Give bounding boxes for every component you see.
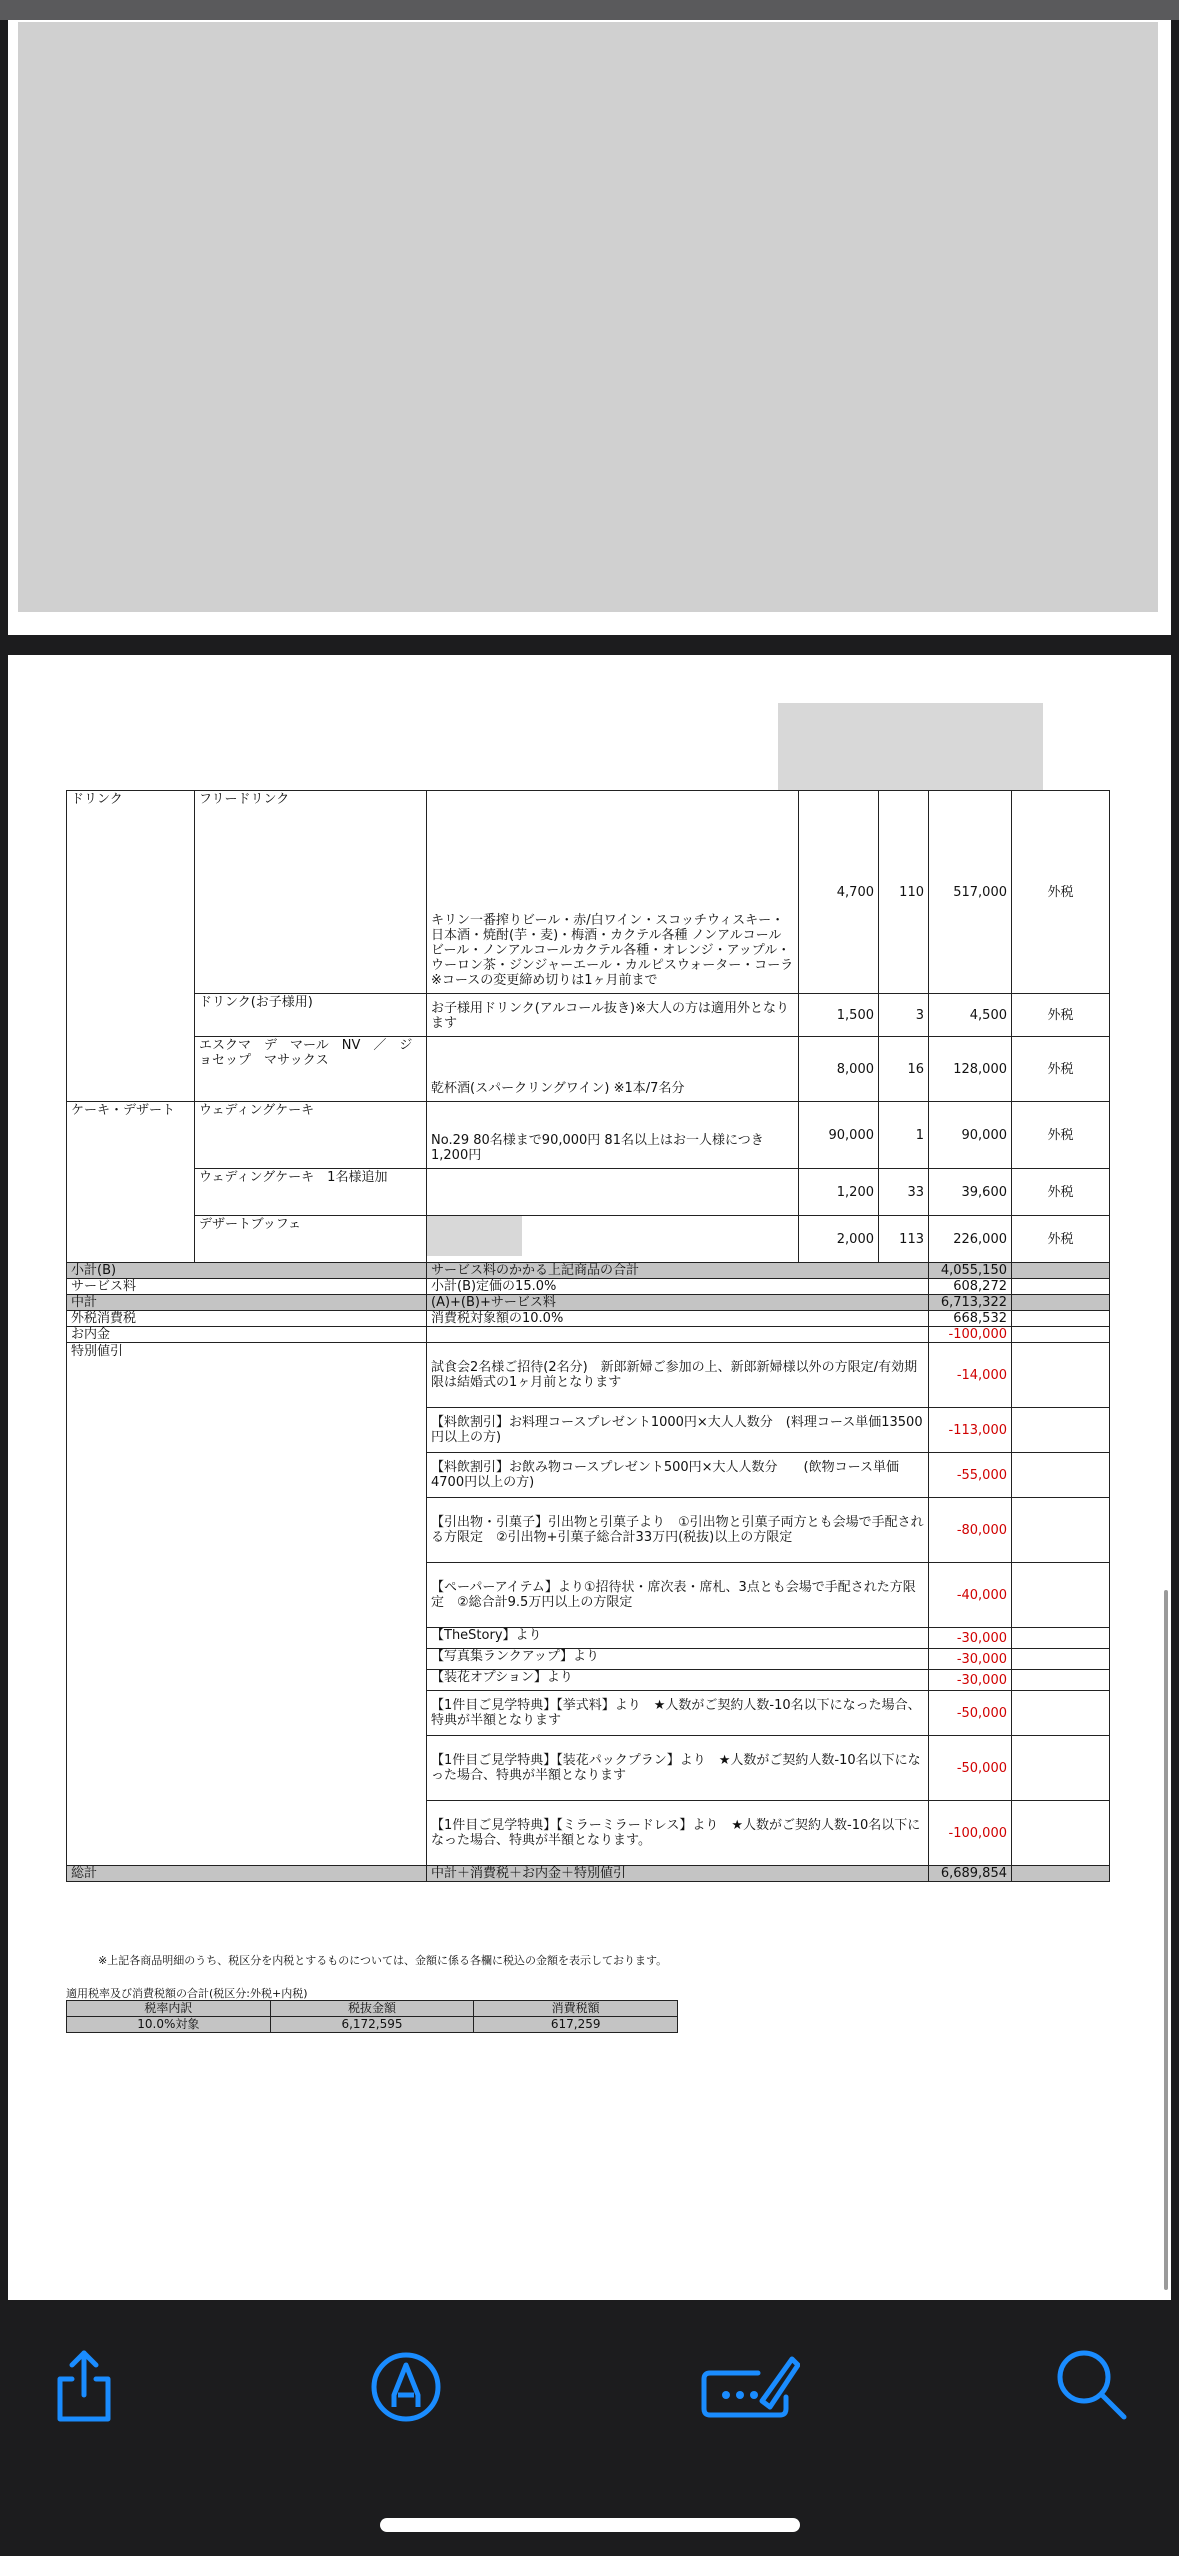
discount-amount: -40,000: [929, 1563, 1012, 1628]
item-name: ウェディングケーキ: [195, 1102, 427, 1169]
quantity: 3: [879, 994, 929, 1037]
status-strip: [0, 0, 1179, 20]
discount-amount: -100,000: [929, 1801, 1012, 1866]
share-button[interactable]: [44, 2345, 124, 2425]
discount-amount: -14,000: [929, 1343, 1012, 1408]
scroll-indicator[interactable]: [1164, 1590, 1168, 2290]
total-amount: 6,689,854: [929, 1866, 1012, 1882]
summary-row: [67, 1279, 1110, 1295]
item-name: デザートブッフェ: [195, 1216, 427, 1263]
discount-amount: -50,000: [929, 1691, 1012, 1736]
table-row: [67, 1216, 1110, 1263]
column-header: 税率内訳: [67, 2001, 271, 2017]
item-description: お子様用ドリンク(アルコール抜き)※大人の方は適用外となります: [427, 994, 799, 1037]
summary-label: 小計(B): [67, 1263, 427, 1279]
item-description: キリン一番搾りビール・赤/白ワイン・スコッチウィスキー・日本酒・焼酎(芋・麦)・梅酒・カクテル各種 ノンアルコールビール・ノンアルコールカクテル各種・オレンジ・アップル・ウーロン茶・ジンジャーエール・カルピスウォーター・コーラ ※コースの変更締め切りは1ヶ月前まで: [427, 791, 799, 994]
invoice-table: [66, 790, 1110, 1882]
discount-description: 【料飲割引】お料理コースプレゼント1000円×大人人数分 (料理コース単価13500円以上の方): [427, 1408, 929, 1453]
markup-button[interactable]: [366, 2345, 446, 2425]
category-cell: ドリンク: [67, 791, 195, 1102]
unit-price: 4,700: [799, 791, 879, 994]
item-name: ドリンク(お子様用): [195, 994, 427, 1037]
item-name: エスクマ デ マール NV ／ ジョセップ マサックス: [195, 1037, 427, 1102]
unit-price: 1,200: [799, 1169, 879, 1216]
discount-amount: -30,000: [929, 1670, 1012, 1691]
share-icon: [44, 2345, 124, 2425]
quantity: 110: [879, 791, 929, 994]
summary-description: 小計(B)定価の15.0%: [427, 1279, 929, 1295]
quantity: 1: [879, 1102, 929, 1169]
summary-amount: -100,000: [929, 1327, 1012, 1343]
summary-row: [67, 1311, 1110, 1327]
discount-description: 【写真集ランクアップ】より: [427, 1649, 929, 1670]
tax-type: 外税: [1012, 1169, 1110, 1216]
table-row: [67, 1037, 1110, 1102]
summary-row: [67, 1327, 1110, 1343]
pdf-page-2: [8, 655, 1171, 2300]
table-row: [67, 1102, 1110, 1169]
amount: 90,000: [929, 1102, 1012, 1169]
summary-description: 消費税対象額の10.0%: [427, 1311, 929, 1327]
discount-description: 【装花オプション】より: [427, 1670, 929, 1691]
redacted-header-box: [778, 703, 1043, 791]
unit-price: 2,000: [799, 1216, 879, 1263]
unit-price: 1,500: [799, 994, 879, 1037]
amount: 39,600: [929, 1169, 1012, 1216]
search-button[interactable]: [1052, 2345, 1132, 2425]
discount-amount: -55,000: [929, 1453, 1012, 1498]
tax-type: 外税: [1012, 791, 1110, 994]
tax-type: 外税: [1012, 1037, 1110, 1102]
summary-amount: 608,272: [929, 1279, 1012, 1295]
item-description: [427, 1169, 799, 1216]
discount-description: 【1件目ご見学特典】【装花パックプラン】より ★人数がご契約人数-10名以下になった場合、特典が半額となります: [427, 1736, 929, 1801]
tax-summary-title: 適用税率及び消費税額の合計(税区分:外税+内税): [66, 1987, 308, 2000]
tax-type: 外税: [1012, 994, 1110, 1037]
search-icon: [1052, 2345, 1132, 2425]
markup-icon: [366, 2345, 446, 2425]
column-header: 消費税額: [474, 2001, 678, 2017]
signature-button[interactable]: [700, 2345, 800, 2425]
summary-amount: 6,713,322: [929, 1295, 1012, 1311]
quantity: 16: [879, 1037, 929, 1102]
pdf-page-1: [8, 20, 1171, 635]
summary-description: サービス料のかかる上記商品の合計: [427, 1263, 929, 1279]
discount-amount: -113,000: [929, 1408, 1012, 1453]
summary-amount: 4,055,150: [929, 1263, 1012, 1279]
amount: 4,500: [929, 994, 1012, 1037]
total-row: [67, 1866, 1110, 1882]
summary-description: (A)+(B)+サービス料: [427, 1295, 929, 1311]
discount-description: 【1件目ご見学特典】【挙式料】より ★人数がご契約人数-10名以下になった場合、特典が半額となります: [427, 1691, 929, 1736]
discount-description: 【TheStory】より: [427, 1628, 929, 1649]
item-description: [427, 1216, 799, 1263]
pre-tax-amount-cell: 6,172,595: [270, 2017, 474, 2033]
summary-label: 中計: [67, 1295, 427, 1311]
discount-amount: -50,000: [929, 1736, 1012, 1801]
discount-label: 特別値引: [67, 1343, 427, 1866]
tax-rate-cell: 10.0%対象: [67, 2017, 271, 2033]
tax-type: 外税: [1012, 1216, 1110, 1263]
discount-row: [67, 1343, 1110, 1408]
discount-amount: -80,000: [929, 1498, 1012, 1563]
item-name: フリードリンク: [195, 791, 427, 994]
summary-row: [67, 1263, 1110, 1279]
discount-description: 【ペーパーアイテム】より①招待状・席次表・席札、3点とも会場で手配された方限定 ②総合計9.5万円以上の方限定: [427, 1563, 929, 1628]
tax-type: 外税: [1012, 1102, 1110, 1169]
quantity: 113: [879, 1216, 929, 1263]
table-row: [67, 2001, 678, 2017]
discount-amount: -30,000: [929, 1649, 1012, 1670]
quantity: 33: [879, 1169, 929, 1216]
discount-description: 試食会2名様ご招待(2名分) 新郎新婦ご参加の上、新郎新婦様以外の方限定/有効期限は結婚式の1ヶ月前となります: [427, 1343, 929, 1408]
discount-amount: -30,000: [929, 1628, 1012, 1649]
table-row: [67, 1169, 1110, 1216]
item-description: 乾杯酒(スパークリングワイン) ※1本/7名分: [427, 1037, 799, 1102]
total-label: 総計: [67, 1866, 427, 1882]
amount: 128,000: [929, 1037, 1012, 1102]
tax-amount-cell: 617,259: [474, 2017, 678, 2033]
category-cell: ケーキ・デザート: [67, 1102, 195, 1263]
amount: 517,000: [929, 791, 1012, 994]
item-name: ウェディングケーキ 1名様追加: [195, 1169, 427, 1216]
discount-description: 【引出物・引菓子】引出物と引菓子より ①引出物と引菓子両方とも会場で手配される方限定 ②引出物+引菓子総合計33万円(税抜)以上の方限定: [427, 1498, 929, 1563]
summary-label: お内金: [67, 1327, 427, 1343]
tax-summary-table: [66, 2000, 678, 2033]
discount-description: 【料飲割引】お飲み物コースプレゼント500円×大人人数分 (飲物コース単価4700円以上の方): [427, 1453, 929, 1498]
redacted-cell: [427, 1216, 522, 1256]
redacted-area: [18, 22, 1158, 612]
column-header: 税抜金額: [270, 2001, 474, 2017]
unit-price: 90,000: [799, 1102, 879, 1169]
item-description: No.29 80名様まで90,000円 81名以上はお一人様につき1,200円: [427, 1102, 799, 1169]
table-row: [67, 994, 1110, 1037]
table-row: [67, 791, 1110, 994]
summary-description: [427, 1327, 929, 1343]
table-row: [67, 2017, 678, 2033]
summary-row: [67, 1295, 1110, 1311]
summary-amount: 668,532: [929, 1311, 1012, 1327]
amount: 226,000: [929, 1216, 1012, 1263]
signature-icon: [700, 2345, 800, 2425]
total-description: 中計＋消費税＋お内金＋特別値引: [427, 1866, 929, 1882]
unit-price: 8,000: [799, 1037, 879, 1102]
tax-note: ※上記各商品明細のうち、税区分を内税とするものについては、金額に係る各欄に税込の金額を表示しております。: [98, 1954, 668, 1967]
discount-description: 【1件目ご見学特典】【ミラーミラードレス】より ★人数がご契約人数-10名以下になった場合、特典が半額となります。: [427, 1801, 929, 1866]
summary-label: サービス料: [67, 1279, 427, 1295]
summary-label: 外税消費税: [67, 1311, 427, 1327]
home-indicator[interactable]: [380, 2518, 800, 2532]
